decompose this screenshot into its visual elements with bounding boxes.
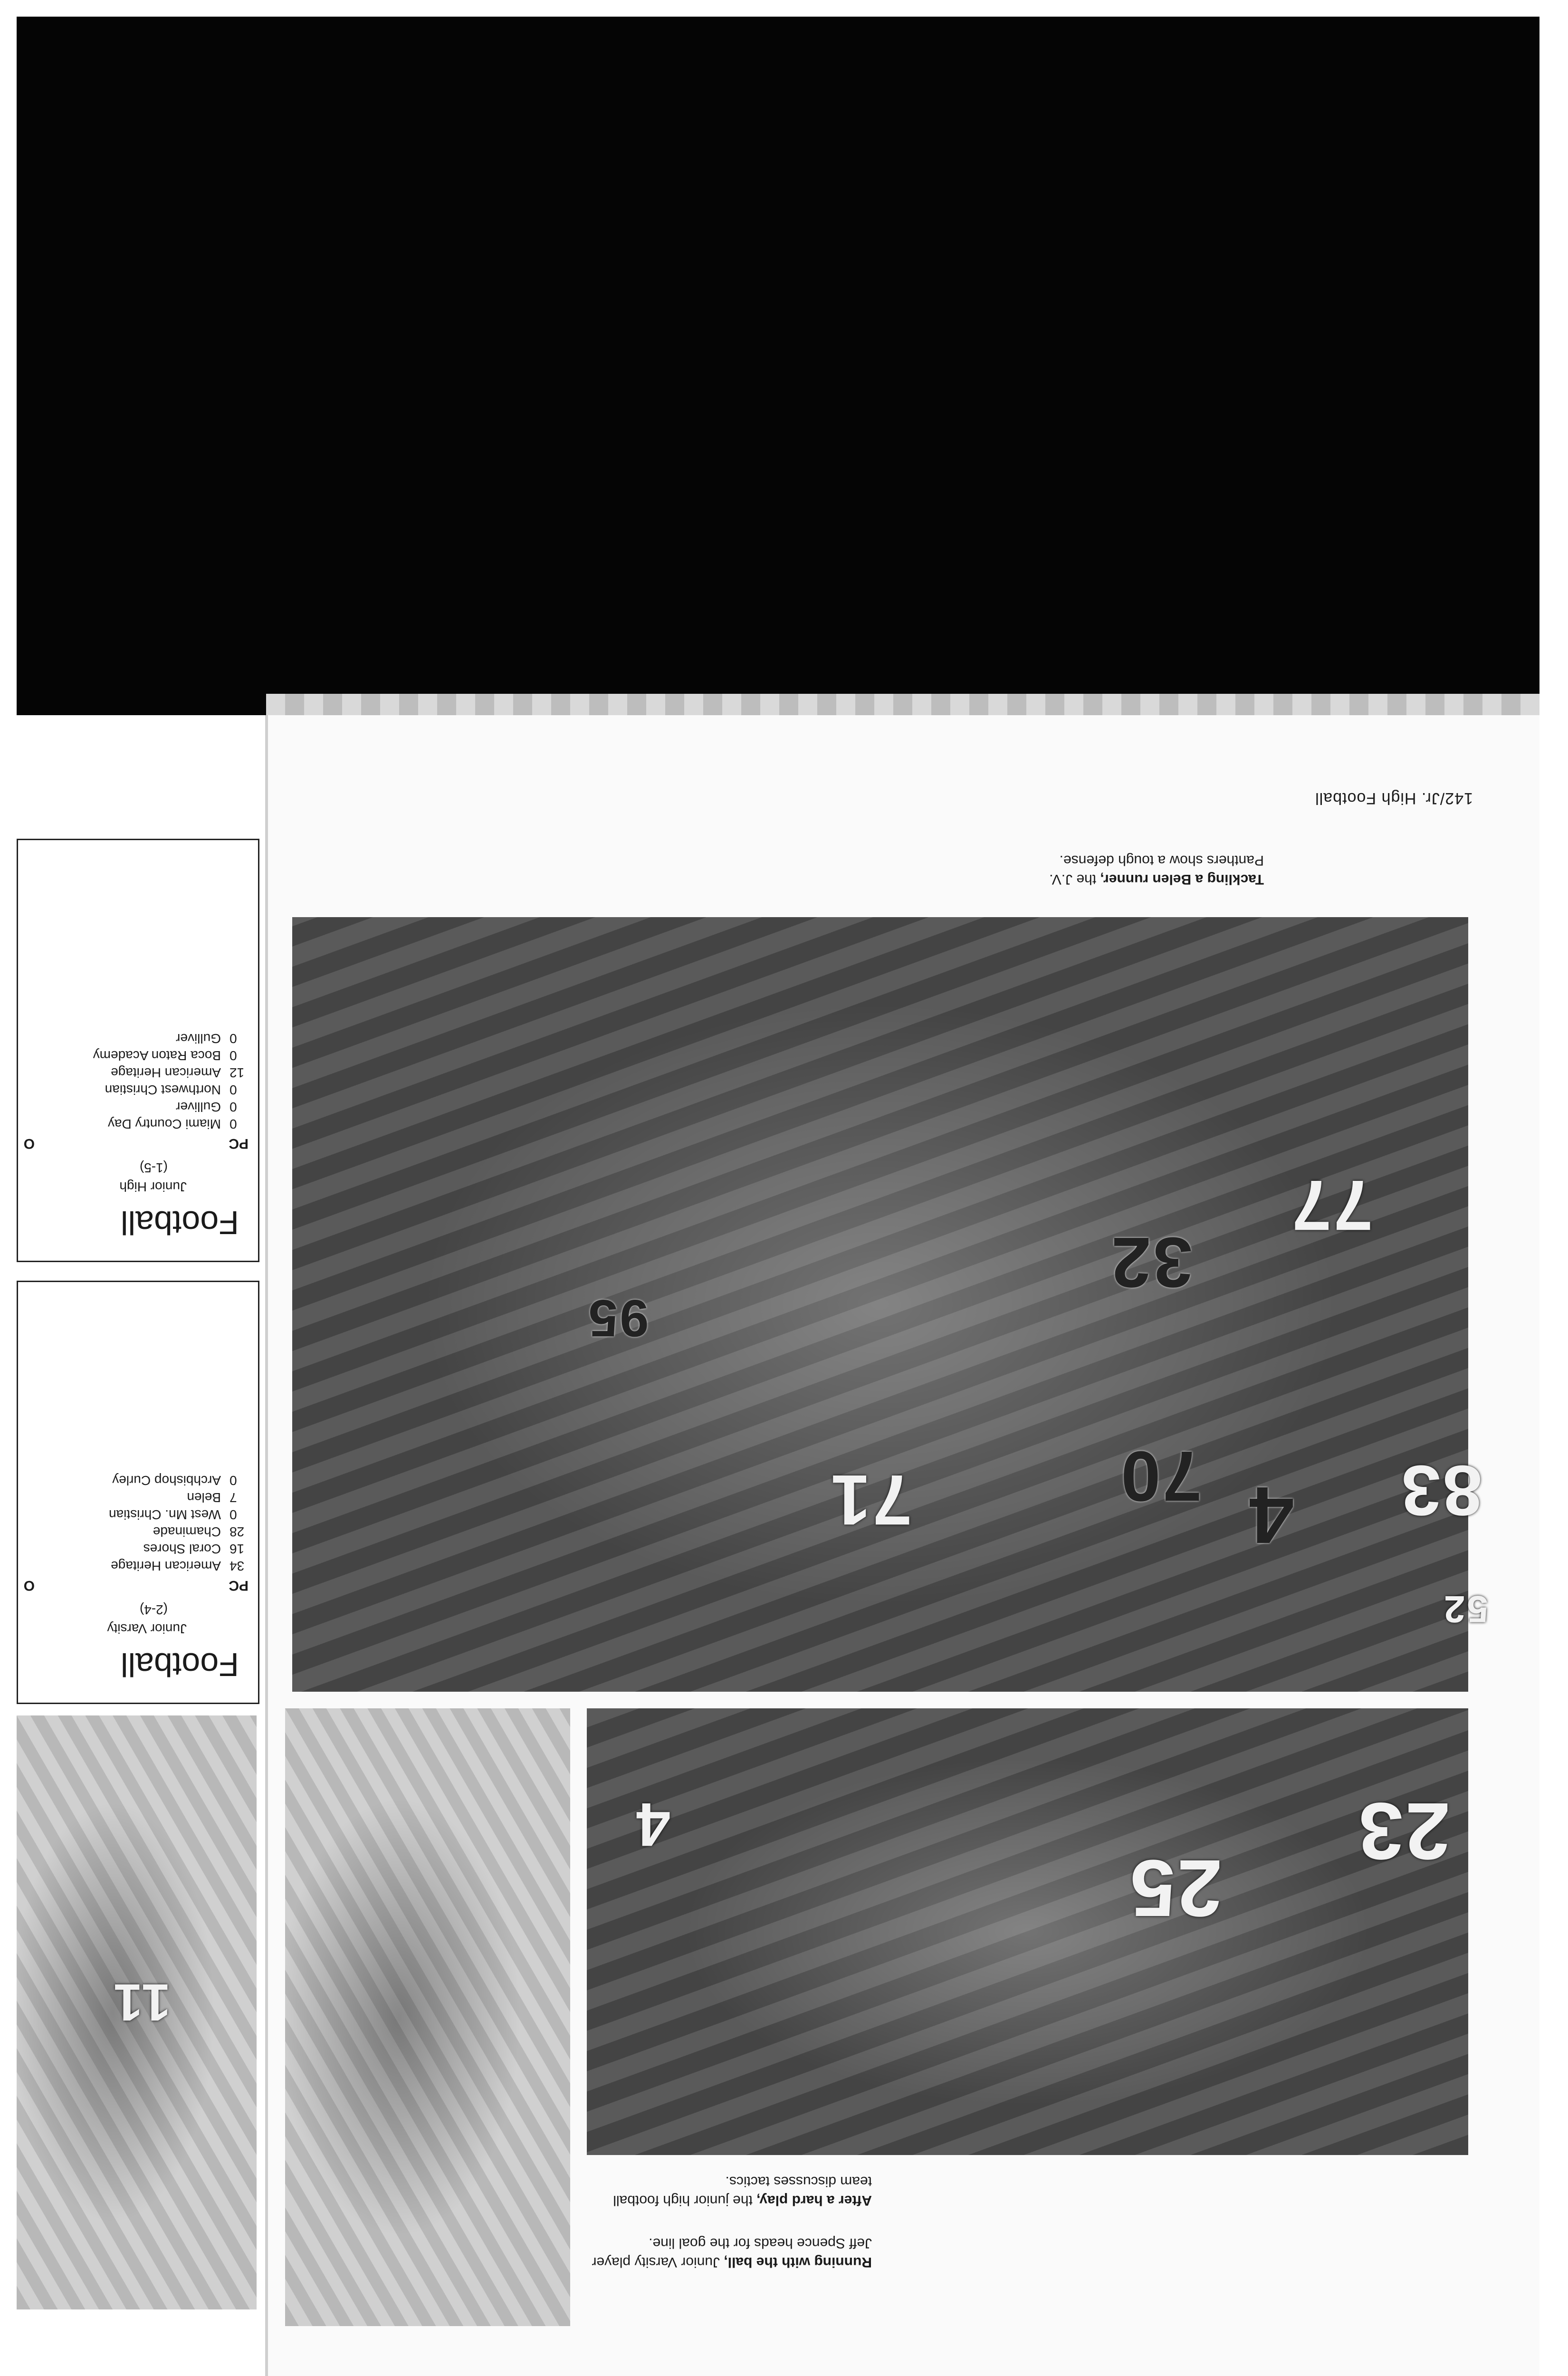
scorebox-col-pc: PC: [229, 1578, 249, 1593]
jersey-number: 11: [112, 1973, 171, 2031]
score-row: [93, 1030, 249, 1047]
scorebox-team: Junior Varsity: [107, 1621, 187, 1636]
jersey-number: 70: [1119, 1437, 1202, 1516]
caption-tackle-lead: Tackling a Belen runner,: [1100, 872, 1264, 887]
jersey-number: 25: [1128, 1843, 1223, 1933]
opponent-name: American Heritage: [111, 1559, 221, 1573]
photo-running-left: [17, 1715, 257, 2309]
score-value: 0: [229, 1100, 237, 1114]
opponent-name: Chaminade: [153, 1524, 221, 1539]
page-folio: 142/Jr. High Football: [1315, 789, 1473, 807]
scorebox-col-o: O: [23, 1578, 35, 1593]
caption-tackle: [988, 851, 1264, 889]
score-row: [109, 1523, 249, 1540]
opponent-name: American Heritage: [111, 1065, 221, 1080]
score-value: 7: [229, 1490, 237, 1505]
caption-running-lead: Running with the ball,: [724, 2254, 872, 2270]
opponent-name: Gulliver: [176, 1100, 221, 1114]
caption-huddle: [587, 2172, 872, 2210]
scorebox-title: Football: [120, 1646, 239, 1683]
score-value: 0: [229, 1473, 237, 1488]
score-value: 0: [229, 1048, 237, 1063]
photo-huddle: [587, 1708, 1468, 2155]
score-row: [109, 1472, 249, 1489]
scorebox-team: Junior High: [119, 1179, 187, 1194]
binding-strip: [266, 694, 1539, 715]
caption-running: [587, 2233, 872, 2271]
score-row: [93, 1081, 249, 1098]
score-row: [93, 1064, 249, 1081]
opponent-name: Boca Raton Academy: [93, 1048, 221, 1063]
jersey-number: 77: [1290, 1166, 1373, 1245]
score-value: 0: [229, 1083, 237, 1097]
score-row: [93, 1047, 249, 1064]
score-row: [109, 1489, 249, 1506]
scorebox-col-o: O: [23, 1136, 35, 1151]
opponent-name: Northwest Christian: [105, 1083, 221, 1097]
photo-tackle: [292, 917, 1488, 1692]
opponent-name: Gulliver: [176, 1031, 221, 1046]
scorebox-record: (2-4): [139, 1602, 168, 1617]
scorebox-junior-varsity: [17, 1281, 259, 1704]
score-row: [93, 1115, 249, 1132]
score-value: 12: [229, 1065, 245, 1080]
score-row: [109, 1506, 249, 1523]
opponent-name: West Mn. Christian: [109, 1507, 221, 1522]
caption-tackle-text: the J.V. Panthers show a tough defense.: [1049, 853, 1264, 887]
scorebox-record: (1-5): [139, 1160, 168, 1175]
score-row: [109, 1557, 249, 1574]
score-row: [93, 1098, 249, 1115]
caption-huddle-lead: After a hard play,: [756, 2193, 872, 2208]
scorebox-games: [109, 1472, 249, 1574]
caption-huddle-text: the junior high football team discusses tactics.: [613, 2174, 872, 2208]
jersey-number: 4: [634, 1790, 671, 1859]
score-row: [109, 1540, 249, 1557]
photo-running: [285, 1708, 570, 2326]
opponent-name: Coral Shores: [143, 1542, 221, 1556]
jersey-number: 52: [1442, 1588, 1488, 1630]
score-value: 28: [229, 1524, 245, 1539]
score-value: 16: [229, 1542, 245, 1556]
scorebox-col-pc: PC: [229, 1136, 249, 1151]
jersey-number: 95: [587, 1289, 649, 1347]
scorebox-games: [93, 1030, 249, 1132]
scorebox-title: Football: [120, 1204, 239, 1241]
caption-running-text: Junior Varsity player Jeff Spence heads for the goal line.: [592, 2235, 872, 2270]
score-value: 34: [229, 1559, 245, 1573]
jersey-number: 4: [1247, 1470, 1294, 1560]
jersey-number: 83: [1399, 1451, 1482, 1531]
jersey-number: 71: [829, 1460, 912, 1540]
score-value: 0: [229, 1507, 237, 1522]
score-value: 0: [229, 1117, 237, 1131]
jersey-number: 32: [1109, 1223, 1193, 1303]
opponent-name: Archbishop Curley: [112, 1473, 221, 1488]
jersey-number: 23: [1357, 1786, 1451, 1876]
scorebox-junior-high: [17, 839, 259, 1262]
opponent-name: Belen: [187, 1490, 221, 1505]
dark-background: [17, 17, 1539, 715]
score-value: 0: [229, 1031, 237, 1046]
opponent-name: Miami Country Day: [107, 1117, 221, 1131]
